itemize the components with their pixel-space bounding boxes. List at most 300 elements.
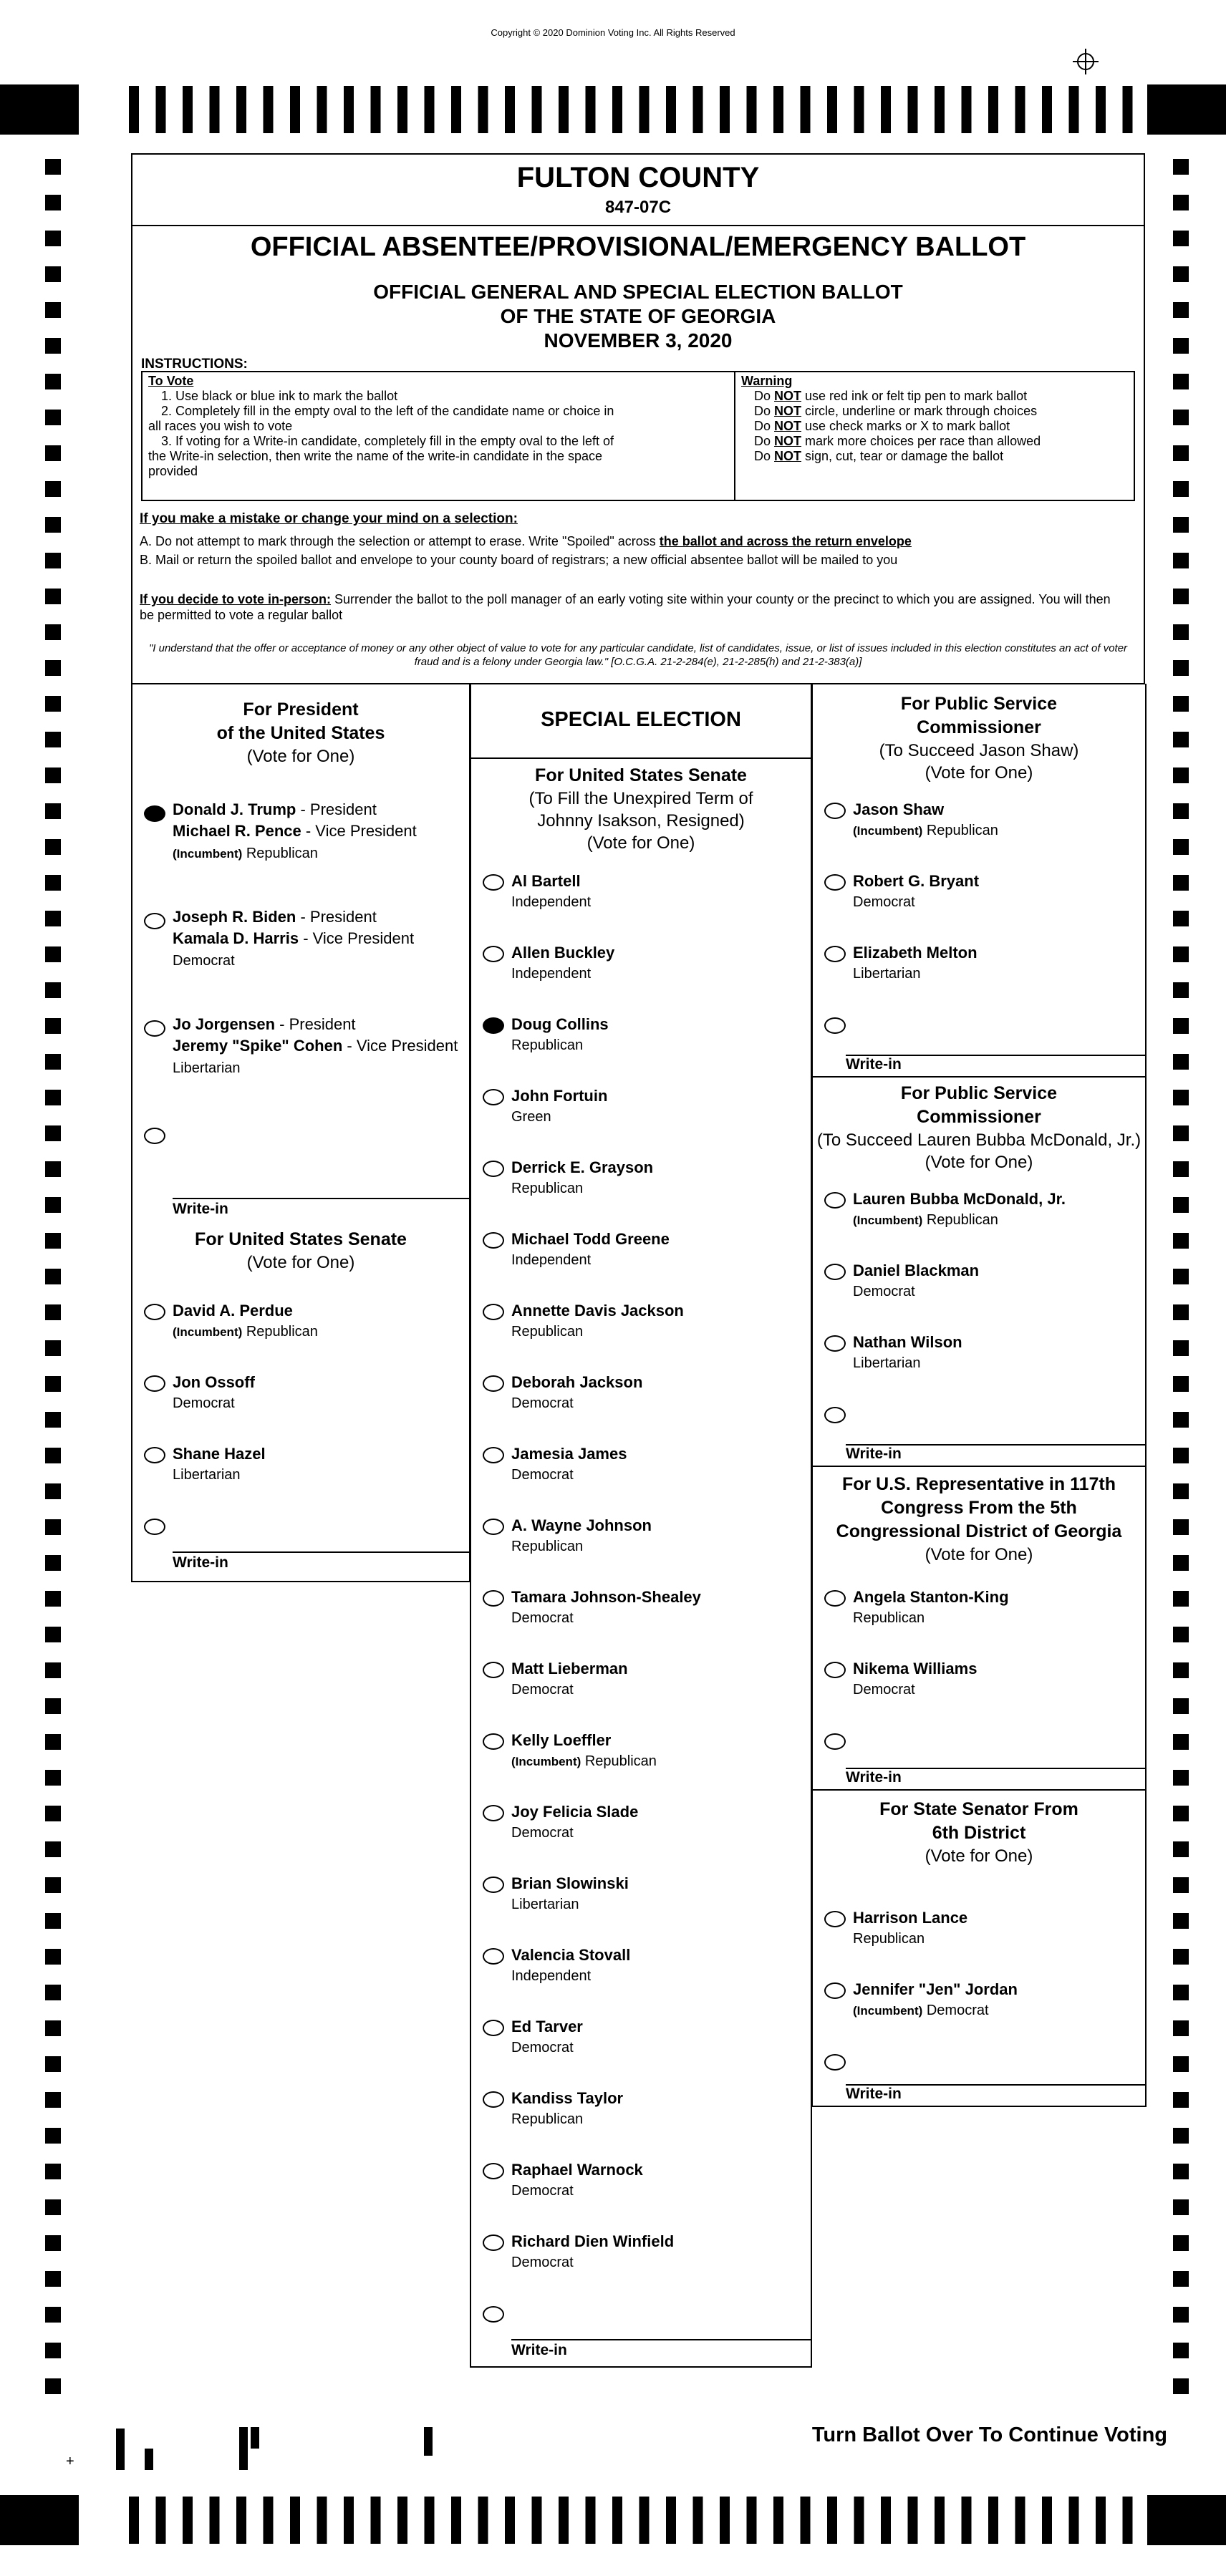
timing-bar-mark: [264, 2497, 274, 2544]
timing-square: [45, 231, 61, 246]
write-in-option[interactable]: [824, 1015, 1139, 1043]
timing-bar-mark: [264, 86, 274, 133]
race-title: For President: [243, 699, 359, 720]
timing-bar-mark: [236, 2497, 246, 2544]
vote-oval[interactable]: [824, 803, 846, 819]
column-3: [811, 684, 1147, 2107]
vote-oval[interactable]: [144, 805, 165, 822]
candidate-name: Joseph R. Biden - President: [173, 908, 377, 926]
timing-square: [1173, 982, 1189, 998]
timing-bar-mark: [801, 2497, 811, 2544]
vote-oval[interactable]: [483, 1017, 504, 1034]
vote-oval[interactable]: [483, 1304, 504, 1320]
timing-bar-mark: [1069, 2497, 1079, 2544]
candidate-name: Ed Tarver: [511, 2018, 583, 2035]
vote-oval[interactable]: [483, 1375, 504, 1392]
timing-square: [45, 195, 61, 210]
candidate-party: Democrat: [511, 1682, 574, 1698]
instructions-box: [141, 371, 1135, 501]
timing-square: [1173, 302, 1189, 318]
timing-bar-mark: [505, 86, 515, 133]
timing-square: [45, 1698, 61, 1714]
candidate-option[interactable]: [824, 1980, 1139, 2030]
timing-square: [1173, 338, 1189, 354]
vote-oval[interactable]: [824, 1590, 846, 1607]
candidate-party: Democrat: [853, 1682, 915, 1698]
timing-square: [45, 1627, 61, 1642]
warning-instructions: [735, 372, 1134, 500]
race-subtitle: (To Succeed Jason Shaw): [879, 741, 1079, 760]
candidate-option[interactable]: [824, 1659, 1139, 1709]
vote-oval[interactable]: [144, 1519, 165, 1535]
timing-bar-mark: [720, 86, 730, 133]
timing-square: [1173, 1448, 1189, 1463]
candidate-party: Democrat: [853, 894, 915, 910]
candidate-name: Derrick E. Grayson: [511, 1158, 654, 1176]
timing-square: [1173, 2199, 1189, 2215]
vote-oval[interactable]: [144, 1447, 165, 1463]
special-election-header: [471, 708, 811, 732]
county-name: FULTON COUNTY: [516, 162, 760, 193]
turn-over-notice: Turn Ballot Over To Continue Voting: [811, 2424, 1167, 2446]
candidate-option[interactable]: [483, 1516, 805, 1566]
timing-square: [1173, 1806, 1189, 1821]
vote-oval[interactable]: [483, 874, 504, 891]
vote-oval[interactable]: [824, 1407, 846, 1423]
timing-square: [45, 2164, 61, 2179]
timing-bar-mark: [827, 2497, 837, 2544]
candidate-name: John Fortuin: [511, 1087, 608, 1105]
timing-square: [1173, 1877, 1189, 1893]
candidate-option[interactable]: [483, 1587, 805, 1637]
timing-bar-mark: [801, 86, 811, 133]
candidate-name: Kandiss Taylor: [511, 2089, 624, 2107]
candidate-party: Democrat: [173, 1395, 235, 1411]
instructions-label: INSTRUCTIONS:: [141, 357, 248, 372]
candidate-option[interactable]: [483, 871, 805, 921]
vote-oval[interactable]: [824, 1192, 846, 1209]
candidate-name: Jennifer "Jen" Jordan: [853, 1980, 1018, 1998]
candidate-option[interactable]: [483, 1015, 805, 1065]
timing-square: [45, 481, 61, 497]
timing-square: [45, 2307, 61, 2323]
candidate-party: Democrat: [511, 2040, 574, 2056]
candidate-option[interactable]: [483, 1874, 805, 1924]
timing-bar-mark: [129, 86, 139, 133]
timing-bar-mark: [1015, 86, 1025, 133]
running-mate-name: Kamala D. Harris - Vice President: [173, 929, 415, 947]
timing-square: [1173, 875, 1189, 891]
candidate-name: Harrison Lance: [853, 1909, 968, 1927]
timing-square: [45, 1519, 61, 1535]
timing-square: [1173, 481, 1189, 497]
timing-square: [1173, 195, 1189, 210]
candidate-name: Richard Dien Winfield: [511, 2232, 675, 2250]
candidate-option[interactable]: [483, 1659, 805, 1709]
vote-oval[interactable]: [483, 1590, 504, 1607]
timing-bar-mark: [612, 2497, 622, 2544]
candidate-name: Daniel Blackman: [853, 1262, 980, 1279]
timing-square: [45, 1662, 61, 1678]
timing-bar-mark: [156, 86, 166, 133]
timing-square: [1173, 2307, 1189, 2323]
timing-square: [45, 302, 61, 318]
write-in-option[interactable]: [144, 1122, 459, 1179]
candidate-option[interactable]: [824, 1908, 1139, 1958]
timing-square: [1173, 2128, 1189, 2144]
candidate-name: Donald J. Trump - President: [173, 800, 377, 818]
candidate-party: (Incumbent) Republican: [853, 823, 998, 838]
timing-square: [1173, 1054, 1189, 1070]
timing-bar-mark: [505, 2497, 515, 2544]
candidate-name: Michael Todd Greene: [511, 1230, 670, 1248]
timing-square: [45, 1806, 61, 1821]
vote-oval[interactable]: [144, 1128, 165, 1144]
candidate-option[interactable]: [483, 1086, 805, 1136]
timing-square: [45, 410, 61, 425]
timing-square: [45, 696, 61, 712]
timing-square: [1173, 1770, 1189, 1786]
candidate-option[interactable]: [483, 2017, 805, 2067]
left-timing-marks: [45, 159, 61, 2396]
timing-square: [45, 589, 61, 604]
candidate-name: Nikema Williams: [853, 1660, 978, 1677]
candidate-name: Robert G. Bryant: [853, 872, 980, 890]
candidate-name: A. Wayne Johnson: [511, 1516, 652, 1534]
vote-for-one: (Vote for One): [587, 833, 695, 853]
vote-oval[interactable]: [144, 913, 165, 929]
vote-oval[interactable]: [824, 1982, 846, 1999]
header-divider: [132, 225, 1144, 226]
timing-square: [1173, 911, 1189, 926]
candidate-party: (Incumbent) Democrat: [853, 2003, 989, 2018]
timing-square: [45, 1018, 61, 1034]
timing-bar-mark: [935, 2497, 945, 2544]
mistake-heading: If you make a mistake or change your mind on a selection:: [140, 511, 518, 526]
candidate-name: Jason Shaw: [853, 800, 945, 818]
vote-oval[interactable]: [824, 1017, 846, 1034]
warning-line: Do NOT sign, cut, tear or damage the ballot: [754, 449, 1004, 463]
write-in-label: Write-in: [846, 1056, 902, 1072]
candidate-option[interactable]: [483, 1730, 805, 1781]
vote-for-one: (Vote for One): [925, 1545, 1033, 1564]
timing-bar-mark: [639, 86, 650, 133]
vote-oval[interactable]: [824, 874, 846, 891]
timing-square: [45, 338, 61, 354]
write-in-line[interactable]: [511, 2339, 812, 2340]
timing-square: [45, 803, 61, 819]
timing-square: [1173, 445, 1189, 461]
candidate-option[interactable]: [824, 1261, 1139, 1311]
timing-square: [1173, 231, 1189, 246]
race-divider: [813, 1466, 1145, 1467]
vote-oval[interactable]: [824, 1733, 846, 1750]
right-timing-marks: [1173, 159, 1189, 2396]
write-in-option[interactable]: [824, 1404, 1139, 1433]
candidate-option[interactable]: [483, 1301, 805, 1351]
timing-square: [45, 768, 61, 783]
timing-square: [45, 159, 61, 175]
timing-square: [1173, 2378, 1189, 2394]
timing-bar-mark: [344, 86, 354, 133]
timing-square: [1173, 1233, 1189, 1249]
vote-oval[interactable]: [144, 1020, 165, 1037]
timing-bar-mark: [747, 86, 757, 133]
timing-bar-mark: [559, 86, 569, 133]
candidate-option[interactable]: [824, 943, 1139, 993]
timing-square: [45, 1877, 61, 1893]
timing-bar-mark: [854, 2497, 864, 2544]
timing-bar-mark: [290, 2497, 300, 2544]
timing-square: [1173, 517, 1189, 533]
candidate-option[interactable]: [483, 2088, 805, 2139]
warning-line: Do NOT mark more choices per race than allowed: [754, 434, 1041, 448]
timing-square: [45, 1555, 61, 1571]
candidate-name: Brian Slowinski: [511, 1874, 629, 1892]
timing-block: [1147, 2495, 1226, 2545]
write-in-line[interactable]: [173, 1551, 470, 1553]
candidate-name: Annette Davis Jackson: [511, 1302, 684, 1320]
vote-oval[interactable]: [483, 1948, 504, 1965]
timing-square: [45, 2199, 61, 2215]
timing-square: [45, 1841, 61, 1857]
timing-square: [1173, 1949, 1189, 1965]
timing-square: [45, 2343, 61, 2358]
write-in-option[interactable]: [824, 2051, 1139, 2080]
instruction-line: all races you wish to vote: [148, 419, 293, 433]
candidate-party: Republican: [511, 1037, 584, 1053]
candidate-name: Kelly Loeffler: [511, 1731, 612, 1749]
timing-square: [1173, 1018, 1189, 1034]
timing-bar-mark: [962, 2497, 972, 2544]
timing-bar-mark: [317, 86, 327, 133]
vote-oval[interactable]: [483, 946, 504, 962]
vote-oval[interactable]: [483, 2091, 504, 2108]
candidate-name: Al Bartell: [511, 872, 581, 890]
instruction-line: the Write-in selection, then write the name of the write-in candidate in the space: [148, 449, 603, 463]
vote-oval[interactable]: [483, 1519, 504, 1535]
timing-square: [45, 1734, 61, 1750]
timing-bar-mark: [935, 86, 945, 133]
candidate-option[interactable]: [483, 1158, 805, 1208]
candidate-option[interactable]: [483, 1802, 805, 1852]
timing-bar-mark: [666, 2497, 676, 2544]
vote-oval[interactable]: [824, 1911, 846, 1927]
candidate-option[interactable]: [824, 1332, 1139, 1383]
vote-oval[interactable]: [824, 2054, 846, 2071]
candidate-option[interactable]: [824, 800, 1139, 850]
candidate-option[interactable]: [824, 871, 1139, 921]
vote-oval[interactable]: [144, 1304, 165, 1320]
candidate-option[interactable]: [483, 1444, 805, 1494]
to-vote-instructions: [143, 372, 735, 500]
vote-oval[interactable]: [483, 1662, 504, 1678]
write-in-label: Write-in: [173, 1554, 228, 1571]
election-title-line2: OF THE STATE OF GEORGIA: [500, 305, 776, 327]
instruction-line: provided: [148, 464, 198, 478]
vote-oval[interactable]: [824, 946, 846, 962]
race-title: Commissioner: [917, 717, 1041, 737]
timing-square: [45, 374, 61, 389]
timing-square: [1173, 1841, 1189, 1857]
timing-square: [1173, 410, 1189, 425]
vote-oval[interactable]: [483, 1232, 504, 1249]
candidate-option[interactable]: [483, 1372, 805, 1423]
bottom-timing-marks: [0, 2495, 1226, 2545]
psc2-race-header: [813, 1082, 1145, 1173]
candidate-option[interactable]: [483, 2160, 805, 2210]
candidate-option[interactable]: [144, 800, 459, 871]
candidate-option[interactable]: [824, 1587, 1139, 1637]
vote-oval[interactable]: [483, 2234, 504, 2251]
candidate-option[interactable]: [144, 1372, 459, 1423]
candidate-party: Democrat: [511, 2255, 574, 2270]
candidate-name: Nathan Wilson: [853, 1333, 962, 1351]
timing-square: [45, 1233, 61, 1249]
copyright-notice: Copyright © 2020 Dominion Voting Inc. All Rights Reserved: [491, 27, 735, 38]
race-subtitle: (To Fill the Unexpired Term of: [528, 789, 753, 808]
timing-square: [45, 2271, 61, 2287]
candidate-party: Democrat: [511, 1825, 574, 1841]
timing-bar-mark: [129, 2497, 139, 2544]
timing-square: [45, 2128, 61, 2144]
candidate-name: Deborah Jackson: [511, 1373, 643, 1391]
timing-square: [1173, 1483, 1189, 1499]
timing-bar-mark: [881, 86, 891, 133]
timing-square: [1173, 1734, 1189, 1750]
timing-bar-mark: [451, 86, 461, 133]
timing-bar-mark: [532, 86, 542, 133]
special-senate-race-header: [471, 764, 811, 854]
candidate-name: Joy Felicia Slade: [511, 1803, 639, 1821]
timing-square: [1173, 946, 1189, 962]
candidate-option[interactable]: [483, 1229, 805, 1279]
timing-bar-mark: [183, 2497, 193, 2544]
timing-square: [1173, 1985, 1189, 2000]
candidate-option[interactable]: [144, 1301, 459, 1351]
candidate-party: Libertarian: [173, 1467, 241, 1483]
vote-oval[interactable]: [483, 1733, 504, 1750]
ballot-type: OFFICIAL ABSENTEE/PROVISIONAL/EMERGENCY BALLOT: [250, 232, 1026, 262]
ballot-number: 847-07C: [604, 198, 672, 217]
timing-square: [45, 839, 61, 855]
candidate-option[interactable]: [144, 1444, 459, 1494]
timing-square: [45, 1448, 61, 1463]
timing-bar-mark: [962, 86, 972, 133]
timing-bar-mark: [210, 86, 220, 133]
timing-square: [45, 445, 61, 461]
vote-oval[interactable]: [824, 1662, 846, 1678]
timing-square: [1173, 2056, 1189, 2072]
race-title: Commissioner: [917, 1107, 1041, 1127]
vote-oval[interactable]: [144, 1375, 165, 1392]
timing-bar-mark: [210, 2497, 220, 2544]
vote-oval[interactable]: [483, 1805, 504, 1821]
timing-square: [45, 1269, 61, 1284]
candidate-name: Allen Buckley: [511, 944, 615, 962]
timing-bar-mark: [425, 86, 435, 133]
write-in-label: Write-in: [846, 2086, 902, 2102]
senate-race-header: [132, 1228, 469, 1274]
write-in-option[interactable]: [144, 1516, 459, 1551]
write-in-line[interactable]: [173, 1198, 470, 1199]
candidate-option[interactable]: [483, 1945, 805, 1995]
write-in-label: Write-in: [846, 1446, 902, 1462]
timing-bar-mark: [773, 2497, 783, 2544]
timing-square: [1173, 803, 1189, 819]
timing-bar-mark: [290, 86, 300, 133]
timing-bar-mark: [371, 86, 381, 133]
timing-square: [45, 1090, 61, 1105]
vote-oval[interactable]: [483, 2020, 504, 2036]
timing-square: [1173, 1161, 1189, 1177]
candidate-party: Republican: [511, 2111, 584, 2127]
timing-block: [0, 84, 79, 135]
vote-oval[interactable]: [483, 2306, 504, 2323]
svg-text:+: +: [66, 2454, 74, 2469]
election-title-line1: OFFICIAL GENERAL AND SPECIAL ELECTION BALLOT: [373, 281, 903, 303]
timing-square: [45, 1985, 61, 2000]
candidate-party: Democrat: [511, 1610, 574, 1626]
timing-square: [1173, 660, 1189, 676]
vote-oval[interactable]: [824, 1335, 846, 1352]
timing-bar-mark: [586, 86, 596, 133]
candidate-party: Independent: [511, 894, 592, 910]
election-date: NOVEMBER 3, 2020: [544, 329, 733, 352]
candidate-party: Democrat: [173, 953, 235, 969]
candidate-name: Lauren Bubba McDonald, Jr.: [853, 1190, 1066, 1208]
vote-for-one: (Vote for One): [246, 747, 355, 766]
candidate-name: Shane Hazel: [173, 1445, 266, 1463]
timing-square: [45, 1483, 61, 1499]
candidate-option[interactable]: [144, 1015, 459, 1086]
vote-oval[interactable]: [483, 1161, 504, 1177]
timing-square: [1173, 1555, 1189, 1571]
timing-square: [45, 1340, 61, 1356]
vote-oval[interactable]: [483, 1877, 504, 1893]
vote-oval[interactable]: [483, 1447, 504, 1463]
timing-square: [1173, 2343, 1189, 2358]
top-timing-marks: [0, 84, 1226, 135]
write-in-option[interactable]: [483, 2303, 805, 2339]
candidate-option[interactable]: [483, 2232, 805, 2282]
race-divider: [813, 1076, 1145, 1078]
candidate-name: Valencia Stovall: [511, 1946, 631, 1964]
timing-square: [1173, 2092, 1189, 2108]
instruction-line: 3. If voting for a Write-in candidate, completely fill in the empty oval to the left of: [161, 434, 614, 448]
timing-bar-mark: [478, 2497, 488, 2544]
timing-square: [45, 911, 61, 926]
candidate-party: (Incumbent) Republican: [853, 1212, 998, 1228]
candidate-option[interactable]: [483, 943, 805, 993]
timing-bar-mark: [881, 2497, 891, 2544]
timing-bar-mark: [854, 86, 864, 133]
candidate-party: Independent: [511, 1968, 592, 1984]
timing-square: [45, 1412, 61, 1428]
vote-for-one: (Vote for One): [925, 1846, 1033, 1866]
candidate-name: David A. Perdue: [173, 1302, 293, 1320]
vote-oval[interactable]: [824, 1264, 846, 1280]
timing-square: [45, 624, 61, 640]
candidate-option[interactable]: [824, 1189, 1139, 1239]
vote-oval[interactable]: [483, 2163, 504, 2179]
write-in-option[interactable]: [824, 1730, 1139, 1759]
candidate-option[interactable]: [144, 907, 459, 979]
race-title: 6th District: [932, 1823, 1026, 1843]
timing-square: [45, 1161, 61, 1177]
vote-oval[interactable]: [483, 1089, 504, 1105]
timing-square: [45, 2235, 61, 2251]
